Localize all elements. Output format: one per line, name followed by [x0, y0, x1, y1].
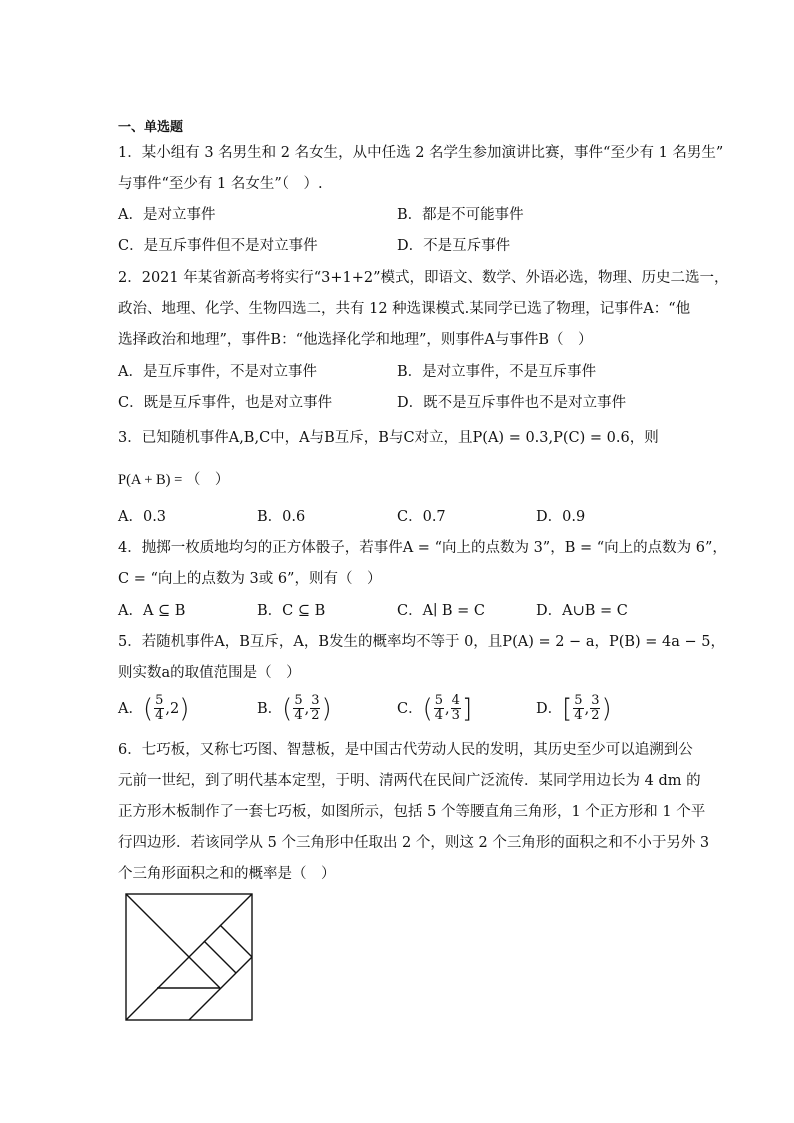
- q1-stem-line2: 与事件“至少有 1 名女生”（ ）.: [118, 176, 323, 192]
- fraction: [154, 694, 164, 723]
- q1-option-a[interactable]: A．是对立事件: [118, 207, 216, 223]
- q2-stem-line1: 2．2021 年某省新高考将实行“3+1+2”模式，即语文、数学、外语必选，物理、历史二选一，: [118, 270, 729, 286]
- tangram-edge: [204, 941, 236, 973]
- denominator: 4: [294, 708, 303, 723]
- q5-option-a-label: A．: [118, 700, 143, 717]
- denominator: 4: [574, 708, 583, 723]
- close-bracket: ]: [461, 693, 473, 724]
- q6-stem-line5: 个三角形面积之和的概率是（ ）: [118, 866, 336, 882]
- q1-option-d[interactable]: D．不是互斥事件: [397, 238, 511, 254]
- q2-option-d[interactable]: D．既不是互斥事件也不是对立事件: [397, 395, 627, 411]
- q3-stem-line1: 3．已知随机事件A,B,C中，A与B互斥，B与C对立，且P(A) = 0.3,P(C) = 0.6，则: [118, 430, 659, 446]
- q5-stem-line1: 5．若随机事件A，B互斥，A，B发生的概率均不等于 0，且P(A) = 2 − a，P(B) = 4a − 5，: [118, 634, 726, 650]
- q5-option-c-label: C．: [397, 700, 423, 717]
- open-paren: (: [142, 693, 154, 724]
- q2-option-c[interactable]: C．既是互斥事件，也是对立事件: [118, 395, 333, 411]
- denominator: 2: [311, 708, 320, 723]
- numerator: 5: [434, 693, 444, 708]
- fraction: [310, 694, 320, 723]
- q5-option-c[interactable]: [397, 694, 472, 723]
- q2-option-a[interactable]: A．是互斥事件，不是对立事件: [118, 364, 317, 380]
- close-paren: ): [601, 693, 612, 724]
- numerator: 4: [451, 693, 460, 708]
- fraction: [434, 694, 444, 723]
- q5-option-a-tail: ,2: [165, 700, 180, 717]
- denominator: 2: [591, 708, 600, 723]
- open-paren: (: [282, 693, 293, 724]
- q5-stem-line2: 则实数a的取值范围是（ ）: [118, 665, 301, 681]
- q4-option-c[interactable]: C．A∣ B = C: [397, 603, 486, 619]
- q4-stem-line1: 4．抛掷一枚质地均匀的正方体骰子，若事件A = “向上的点数为 3”，B = “向上的点数为 6”，: [118, 540, 727, 556]
- q4-option-b[interactable]: B．C ⊆ B: [257, 603, 326, 619]
- q4-option-a[interactable]: A．A ⊆ B: [118, 603, 186, 619]
- numerator: 5: [574, 693, 583, 708]
- comma: ,: [445, 700, 450, 717]
- q5-option-b[interactable]: [257, 694, 332, 723]
- q2-stem-line3: 选择政治和地理”，事件B：“他选择化学和地理”，则事件A与事件B（ ）: [118, 332, 593, 348]
- q3-option-b[interactable]: B．0.6: [257, 509, 306, 525]
- q5-option-b-label: B．: [257, 700, 283, 717]
- denominator: 4: [434, 708, 444, 723]
- q5-option-a[interactable]: [118, 694, 189, 723]
- q4-stem-line2: C = “向上的点数为 3或 6”，则有（ ）: [118, 571, 382, 587]
- open-bracket: [: [562, 693, 573, 724]
- q1-stem-line1: 1．某小组有 3 名男生和 2 名女生，从中任选 2 名学生参加演讲比赛，事件“至少有 1 名男生”: [118, 145, 724, 161]
- q6-stem-line1: 6．七巧板，又称七巧图、智慧板，是中国古代劳动人民的发明，其历史至少可以追溯到公: [118, 742, 693, 758]
- fraction: [451, 694, 461, 723]
- q3-option-a[interactable]: A．0.3: [118, 509, 167, 525]
- q6-stem-line4: 行四边形．若该同学从 5 个三角形中任取出 2 个，则这 2 个三角形的面积之和不小于另外 3: [118, 835, 710, 851]
- numerator: 3: [591, 693, 600, 708]
- tangram-edge: [189, 957, 220, 988]
- open-paren: (: [422, 693, 433, 724]
- q4-option-d[interactable]: D．A∪B = C: [536, 603, 628, 619]
- q5-option-d[interactable]: [536, 694, 612, 723]
- close-paren: ): [321, 693, 332, 724]
- q2-stem-line2: 政治、地理、化学、生物四选二，共有 12 种选课模式.某同学已选了物理，记事件A：“他: [118, 301, 691, 317]
- close-paren: ): [179, 693, 190, 724]
- tangram-edge: [220, 925, 252, 957]
- q6-stem-line2: 元前一世纪，到了明代基本定型，于明、清两代在民间广泛流传．某同学用边长为 4 dm 的: [118, 773, 701, 789]
- q1-option-b[interactable]: B．都是不可能事件: [397, 207, 524, 223]
- comma: ,: [584, 700, 590, 717]
- numerator: 5: [294, 693, 303, 708]
- tangram-figure: [124, 892, 254, 1022]
- numerator: 5: [155, 693, 164, 708]
- fraction: [293, 694, 303, 723]
- q6-stem-line3: 正方形木板制作了一套七巧板，如图所示，包括 5 个等腰直角三角形，1 个正方形和 1 个平: [118, 804, 706, 820]
- q5-option-d-label: D．: [536, 700, 563, 717]
- denominator: 4: [155, 708, 164, 723]
- tangram-edge: [126, 894, 189, 957]
- fraction: [573, 694, 583, 723]
- q3-option-d[interactable]: D．0.9: [536, 509, 586, 525]
- comma: ,: [304, 700, 310, 717]
- denominator: 3: [451, 708, 460, 723]
- q3-stem-line2: P(A + B) = （ ）: [118, 472, 230, 488]
- q3-option-c[interactable]: C．0.7: [397, 509, 446, 525]
- section-title: 一、单选题: [118, 120, 184, 135]
- q2-option-b[interactable]: B．是对立事件，不是互斥事件: [397, 364, 597, 380]
- numerator: 3: [311, 693, 320, 708]
- q1-option-c[interactable]: C．是互斥事件但不是对立事件: [118, 238, 318, 254]
- fraction: [590, 694, 600, 723]
